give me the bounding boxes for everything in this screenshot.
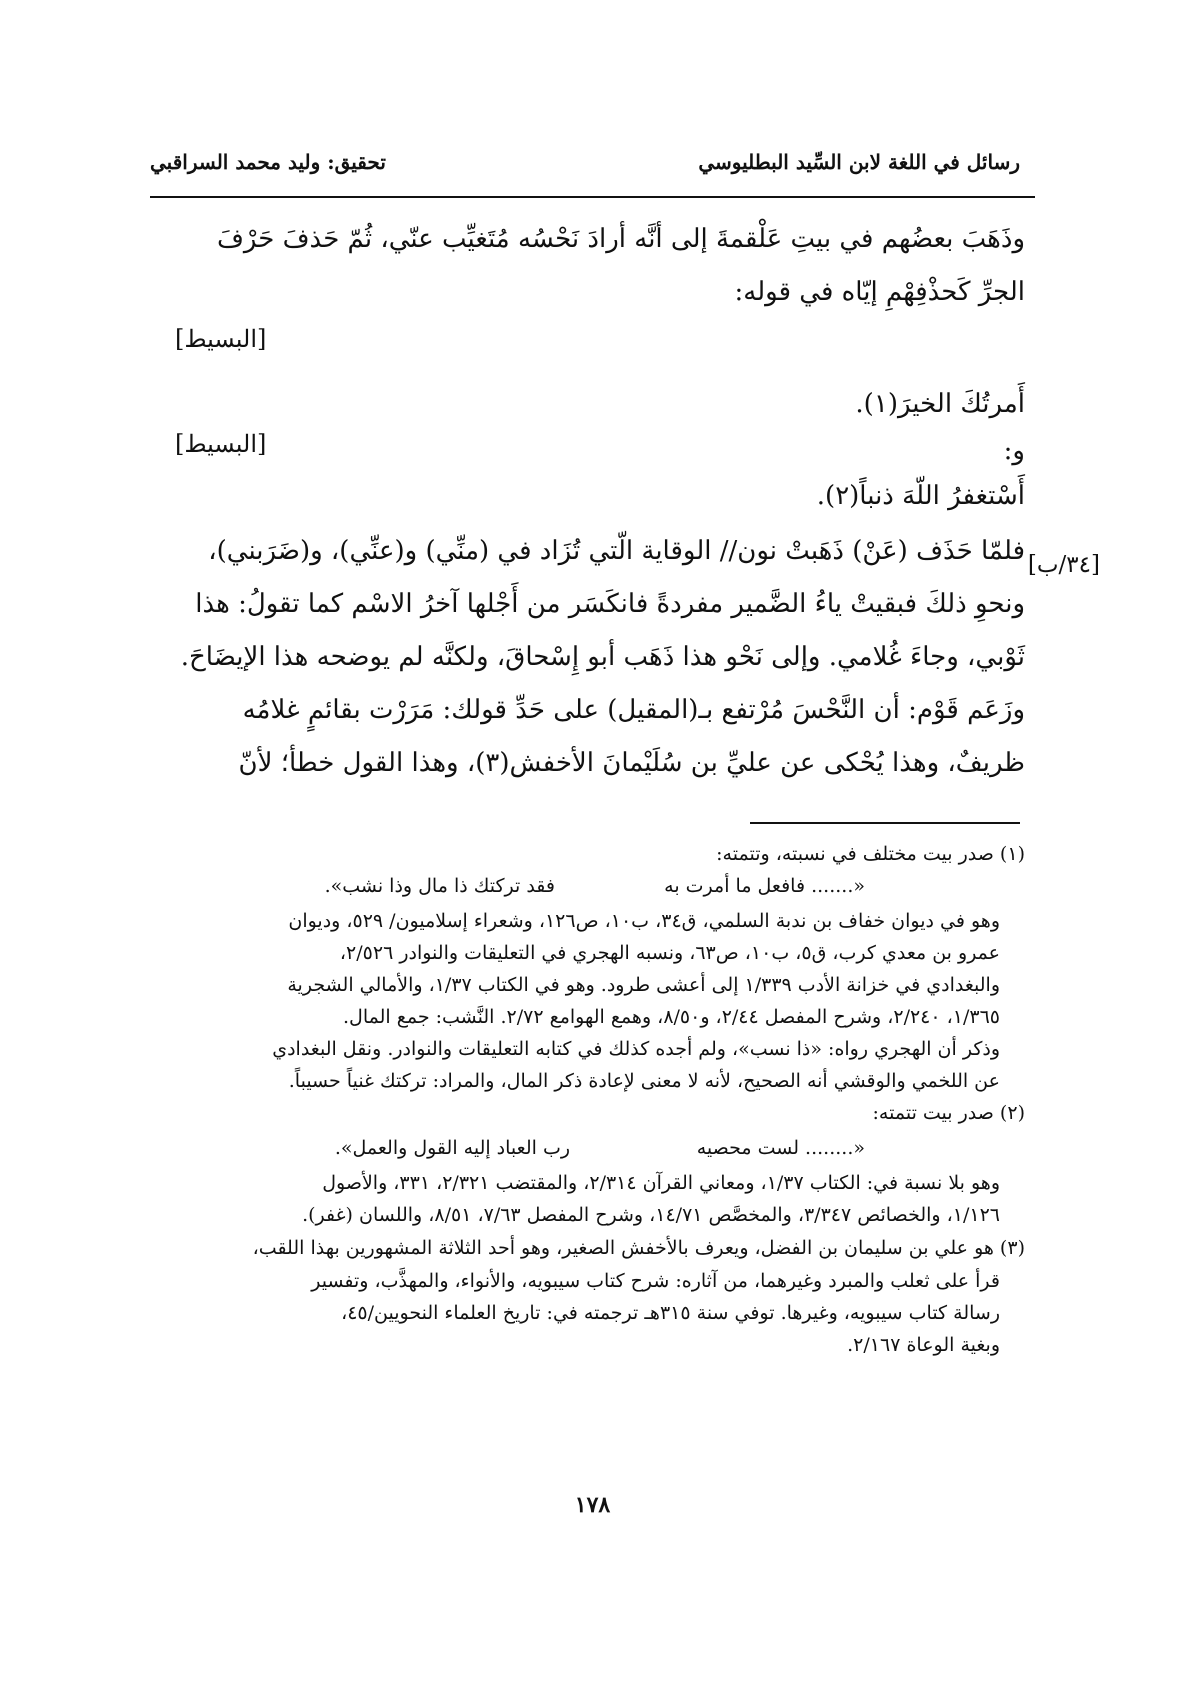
main-line-6: فلمّا حَذَف (عَنْ) ذَهَبتْ نون// الوقاية الّتي تُزَاد في (منِّي) و(عنِّي)، و(ضَرَبني)، — [208, 536, 1025, 566]
running-head-book-title: رسائل في اللغة لابن السِّيد البطليوسي — [698, 150, 1020, 174]
footnote-3-line: (٣) هو علي بن سليمان بن الفضل، ويعرف بالأخفش الصغير، وهو أحد الثلاثة المشهورين بهذا اللقب، — [252, 1237, 1025, 1259]
footnote-1-line: وهو في ديوان خفاف بن ندبة السلمي، ق٣٤، ب١٠، ص١٢٦، وشعراء إسلاميون/ ٥٢٩، وديوان — [288, 910, 1000, 932]
page-number: ١٧٨ — [574, 1492, 611, 1518]
meter-label-2: [البسيط] — [175, 430, 267, 458]
meter-label-1: [البسيط] — [175, 325, 267, 353]
footnote-1-title: (١) صدر بيت مختلف في نسبته، وتتمته: — [716, 843, 1025, 865]
footnote-2-line: وهو بلا نسبة في: الكتاب ١/٣٧، ومعاني القرآن ٢/٣١٤، والمقتضب ٢/٣٢١، ٣٣١، والأصول — [322, 1172, 1000, 1194]
verse-line-1: أَمرتُكَ الخيرَ(١). — [855, 389, 1025, 419]
footnote-2-line: ١/١٢٦، والخصائص ٣/٣٤٧، والمخصَّص ١٤/٧١، وشرح المفصل ٧/٦٣، ٨/٥١، واللسان (غفر). — [302, 1204, 1000, 1226]
main-line-10: ظريفٌ، وهذا يُحْكى عن عليِّ بن سُلَيْمانَ الأخفش(٣)، وهذا القول خطأ؛ لأنّ — [238, 748, 1025, 778]
footnote-separator — [750, 822, 1020, 824]
main-line-2: الجرِّ كَحذْفِهْمِ إيّاه في قوله: — [734, 277, 1025, 307]
footnote-3-line: قرأ على ثعلب والمبرد وغيرهما، من آثاره: شرح كتاب سيبويه، والأنواء، والمهذَّب، وتفسير — [311, 1270, 1000, 1292]
footnote-2-verse-first-half: «........ لست محصيه — [696, 1137, 865, 1159]
verse-line-2: أَسْتغفرُ اللّهَ ذنباً(٢). — [816, 481, 1025, 511]
footnote-1-line: عمرو بن معدي كرب، ق٥، ب١٠، ص٦٣، ونسبه الهجري في التعليقات والنوادر ٢/٥٢٦، — [339, 942, 1000, 964]
main-line-7: ونحوِ ذلكَ فبقيتْ ياءُ الضَّمير مفردةً فانكَسَر من أَجْلها آخرُ الاسْم كما تقولُ: هذا — [195, 589, 1025, 619]
footnote-1-line: والبغدادي في خزانة الأدب ١/٣٣٩ إلى أعشى طرود. وهو في الكتاب ١/٣٧، والأمالي الشجرية — [287, 974, 1000, 996]
margin-folio-reference: [٣٤/ب] — [1027, 552, 1100, 578]
header-rule — [150, 196, 1035, 198]
footnote-2-title: (٢) صدر بيت تتمته: — [872, 1102, 1025, 1124]
main-line-1: وذَهَبَ بعضُهم في بيتِ عَلْقمةَ إلى أنَّه أرادَ نَحْسُه مُتَغيِّب عنّي، ثُمّ حَذفَ حَرْفَ — [216, 224, 1025, 254]
main-line-9: وزَعَم قَوْم: أن النَّحْسَ مُرْتفع بـ(المقيل) على حَدِّ قولك: مَرَرْت بقائمٍ غلامُه — [242, 695, 1025, 725]
running-head-editor: تحقيق: وليد محمد السراقبي — [150, 150, 386, 174]
footnote-1-verse-second-half: فقد تركتك ذا مال وذا نشب». — [324, 875, 555, 897]
main-line-8: ثَوْبي، وجاءَ غُلامي. وإلى نَحْو هذا ذَهَب أبو إِسْحاقَ، ولكنَّه لم يوضحه هذا الإيضَاحَ. — [180, 642, 1025, 672]
footnote-1-line: عن اللخمي والوقشي أنه الصحيح، لأنه لا معنى لإعادة ذكر المال، والمراد: تركتك غنياً حسيباً. — [288, 1070, 1000, 1092]
footnote-1-line: وذكر أن الهجري رواه: «ذا نسب»، ولم أجده كذلك في كتابه التعليقات والنوادر. ونقل البغدادي — [272, 1038, 1000, 1060]
footnote-1-line: ١/٣٦٥، ٢/٢٤٠، وشرح المفصل ٢/٤٤، و٨/٥٠، وهمع الهوامع ٢/٧٢. النَّشب: جمع المال. — [343, 1006, 1000, 1028]
footnote-1-verse-first-half: «....... فافعل ما أمرت به — [664, 875, 865, 897]
footnote-2-verse-second-half: رب العباد إليه القول والعمل». — [334, 1137, 570, 1159]
footnote-3-line: وبغية الوعاة ٢/١٦٧. — [847, 1334, 1000, 1356]
main-line-waw: و: — [1003, 436, 1025, 466]
footnote-3-line: رسالة كتاب سيبويه، وغيرها. توفي سنة ٣١٥هـ ترجمته في: تاريخ العلماء النحويين/٤٥، — [341, 1302, 1000, 1324]
